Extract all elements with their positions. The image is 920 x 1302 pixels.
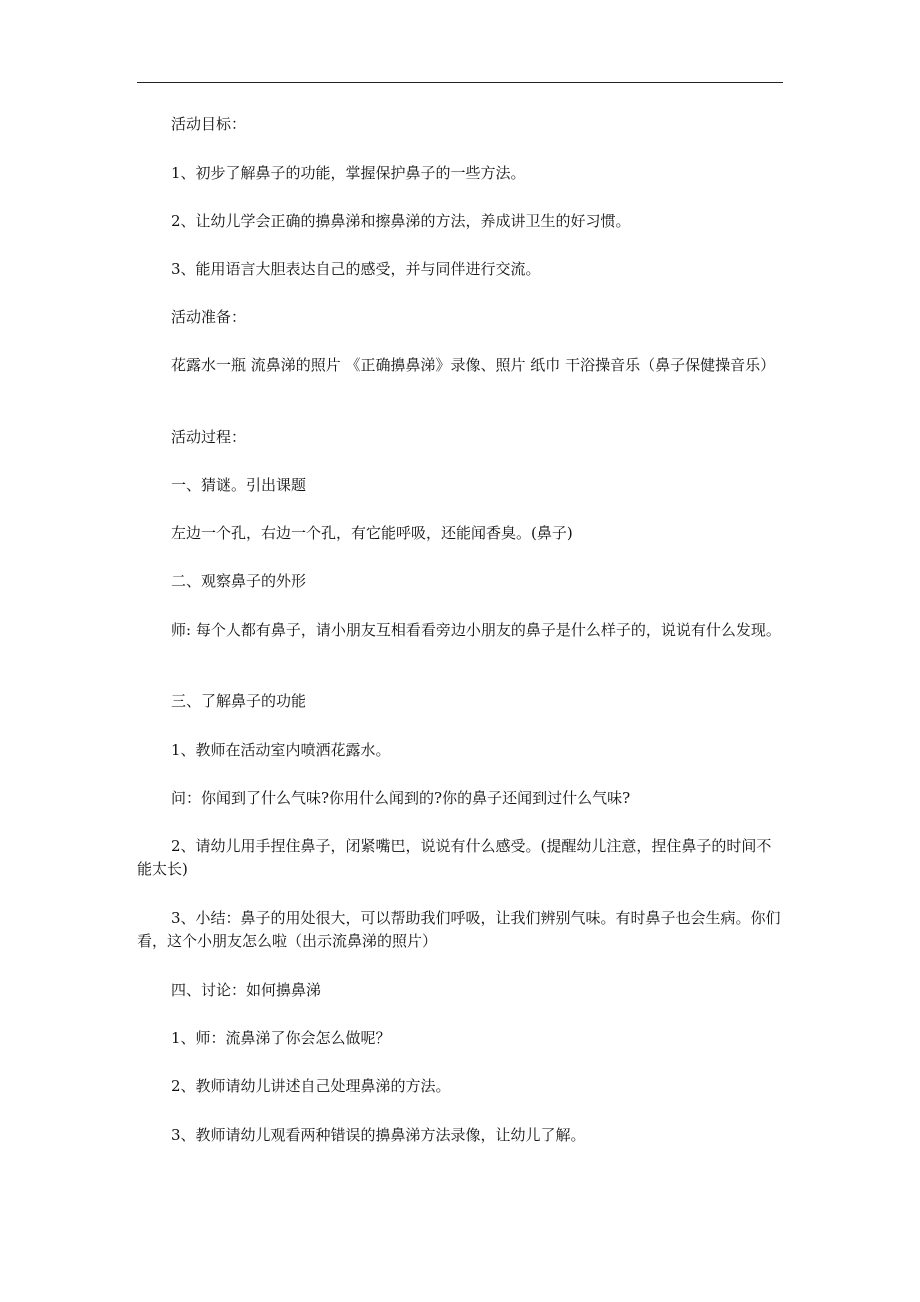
section-2-title: 二、观察鼻子的外形 xyxy=(171,572,307,590)
step-4-2: 2、教师请幼儿讲述自己处理鼻涕的方法。 xyxy=(171,1077,451,1095)
step-4-1: 1、师：流鼻涕了你会怎么做呢？ xyxy=(171,1029,391,1047)
teacher-prompt: 师: 每个人都有鼻子，请小朋友互相看看旁边小朋友的鼻子是什么样子的，说说有什么发现。 xyxy=(171,621,781,639)
question-text: 问：你闻到了什么气味?你用什么闻到的?你的鼻子还闻到过什么气味? xyxy=(171,789,631,807)
header-rule xyxy=(137,82,783,83)
riddle-text: 左边一个孔，右边一个孔，有它能呼吸，还能闻香臭。(鼻子) xyxy=(171,524,573,542)
section-3-title: 三、了解鼻子的功能 xyxy=(171,692,307,710)
step-3-1: 1、教师在活动室内喷洒花露水。 xyxy=(171,741,391,759)
step-3-2: 2、请幼儿用手捏住鼻子，闭紧嘴巴，说说有什么感受。(提醒幼儿注意，捏住鼻子的时间不能太长) xyxy=(137,837,772,878)
step-4-3: 3、教师请幼儿观看两种错误的擤鼻涕方法录像，让幼儿了解。 xyxy=(171,1126,586,1144)
heading-activity-process: 活动过程： xyxy=(171,428,247,446)
heading-activity-goals: 活动目标： xyxy=(171,115,247,133)
heading-activity-preparation: 活动准备： xyxy=(171,308,247,326)
step-3-3-summary: 3、小结：鼻子的用处很大，可以帮助我们呼吸，让我们辨别气味。有时鼻子也会生病。你们看，这个小朋友怎么啦（出示流鼻涕的照片） xyxy=(137,909,781,950)
goal-item-2: 2、让幼儿学会正确的擤鼻涕和擦鼻涕的方法，养成讲卫生的好习惯。 xyxy=(171,212,631,230)
section-1-title: 一、猜谜。引出课题 xyxy=(171,476,307,494)
goal-item-3: 3、能用语言大胆表达自己的感受，并与同伴进行交流。 xyxy=(171,260,541,278)
preparation-list: 花露水一瓶 流鼻涕的照片 《正确擤鼻涕》录像、照片 纸巾 干浴操音乐（鼻子保健操音乐） xyxy=(171,356,776,374)
goal-item-1: 1、初步了解鼻子的功能，掌握保护鼻子的一些方法。 xyxy=(171,164,526,182)
section-4-title: 四、讨论：如何擤鼻涕 xyxy=(171,981,322,999)
